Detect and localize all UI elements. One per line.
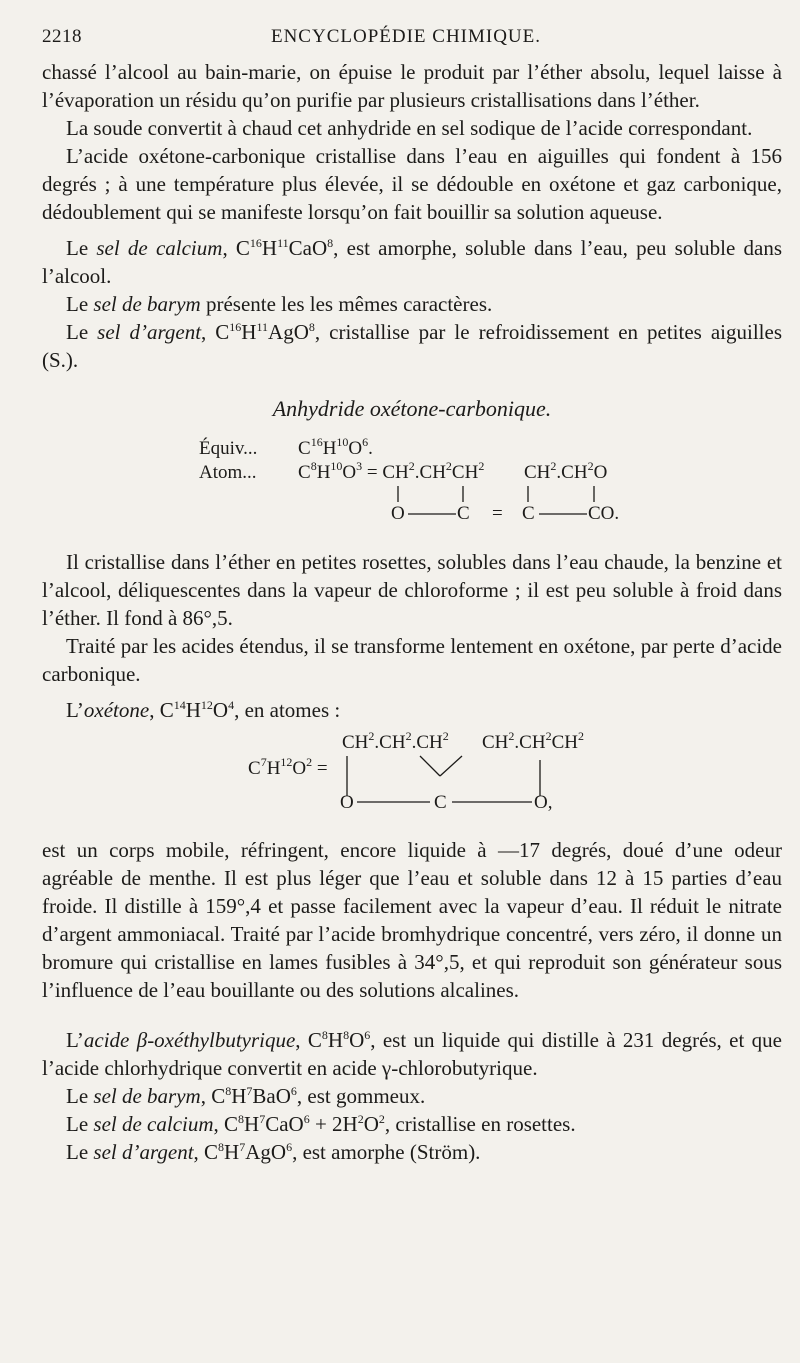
atom-right-group: $CH^2.CH^2O$ <box>524 459 608 483</box>
oxetone-top-right: $CH^2.CH^2CH^2$ <box>482 729 584 753</box>
paragraph: Le sel de calcium, $C^8H^7CaO^6 + 2H^2O^2$, cristallise en rosettes. <box>66 1112 576 1136</box>
anhydride-bonds <box>42 436 782 528</box>
paragraph: L’acide oxétone-carbonique cristallise dans l’eau en aiguilles qui fondent à 156 degrés ; à une température plus élevée, il se dédouble en oxétone et gaz carbonique, dédoublement qui se manifeste lorsqu’on fait bouillir sa solution aqueuse. <box>42 144 782 224</box>
page-header <box>42 26 770 54</box>
paragraph: Il cristallise dans l’éther en petites rosettes, solubles dans l’eau chaude, la benzine et l’alcool, déliquescentes dans la vapeur de chloroforme ; il est peu soluble à froid dans l’éther. Il fond à 86°,5. <box>42 550 782 630</box>
paragraph: Le sel de barym, $C^8H^7BaO^6$, est gommeux. <box>66 1084 426 1108</box>
atom-formula: $C^8H^{10}O^3 = CH^2.CH^2CH^2$ <box>298 459 485 483</box>
running-title: ENCYCLOPÉDIE CHIMIQUE. <box>270 26 542 47</box>
oxetone-bonds <box>42 730 782 822</box>
paragraph: chassé l’alcool au bain-marie, on épuise le produit par l’éther absolu, lequel laisse à l’évaporation un résidu qu’on purifie par plusieurs cristallisations dans l’éther. <box>42 60 782 112</box>
paragraph: Le sel d’argent, $C^{16}H^{11}AgO^8$, cristallise par le refroidissement en petites aiguilles (S.). <box>42 320 782 372</box>
ring-co: CO. <box>588 503 620 524</box>
oxetone-left-formula: $C^7H^{12}O^2$ = <box>248 755 328 779</box>
equiv-formula: $C^{16}H^{10}O^6$. <box>298 435 373 459</box>
paragraph: Le sel de barym présente les les mêmes caractères. <box>66 292 493 316</box>
anhydride-formula <box>42 436 782 528</box>
ring-c1: C <box>457 503 470 524</box>
paragraph: L’acide β-oxéthylbutyrique, $C^8H^8O^6$, est un liquide qui distille à 231 degrés, et que l’acide chlorhydrique convertit en acide γ-chlorobutyrique. <box>42 1028 782 1080</box>
paragraph: Le sel de calcium, $C^{16}H^{11}CaO^8$, est amorphe, soluble dans l’eau, peu soluble dans l’alcool. <box>42 236 783 288</box>
section-heading: Anhydride oxétone-carbonique. <box>272 396 552 421</box>
paragraph: Le sel d’argent, $C^8H^7AgO^6$, est amorphe (Ström). <box>66 1140 481 1164</box>
paragraph: La soude convertit à chaud cet anhydride en sel sodique de l’acide correspondant. <box>66 116 753 140</box>
oxetone-o1: O <box>340 792 354 813</box>
oxetone-o2: O, <box>534 792 553 813</box>
equiv-label: Équiv... <box>199 438 258 459</box>
oxetone-structure <box>42 730 782 822</box>
paragraph: est un corps mobile, réfringent, encore liquide à —17 degrés, doué d’une odeur agréable de menthe. Il est plus léger que l’eau et soluble dans 12 à 15 parties d’eau froide. Il distille à 159°,4 et passe facilement avec la vapeur d’eau. Il réduit le nitrate d’argent ammoniacal. Traité par l’acide bromhydrique concentré, vers zéro, il donne un bromure qui cristallise en lames fusibles à 34°,5, et qui reproduit son générateur sous l’influence de l’eau bouillante ou des solutions alcalines. <box>42 838 782 1002</box>
paragraph: Traité par les acides étendus, il se transforme lentement en oxétone, par perte d’acide carbonique. <box>42 634 782 686</box>
atom-label: Atom... <box>199 462 257 483</box>
paragraph: L’oxétone, $C^{14}H^{12}O^4$, en atomes : <box>66 698 341 722</box>
oxetone-c: C <box>434 792 447 813</box>
page-number: 2218 <box>42 26 82 47</box>
ring-o: O <box>391 503 405 524</box>
oxetone-top-left: $CH^2.CH^2.CH^2$ <box>342 729 449 753</box>
page-body <box>42 58 782 1166</box>
ring-equals: = <box>492 503 503 524</box>
ring-c2: C <box>522 503 535 524</box>
